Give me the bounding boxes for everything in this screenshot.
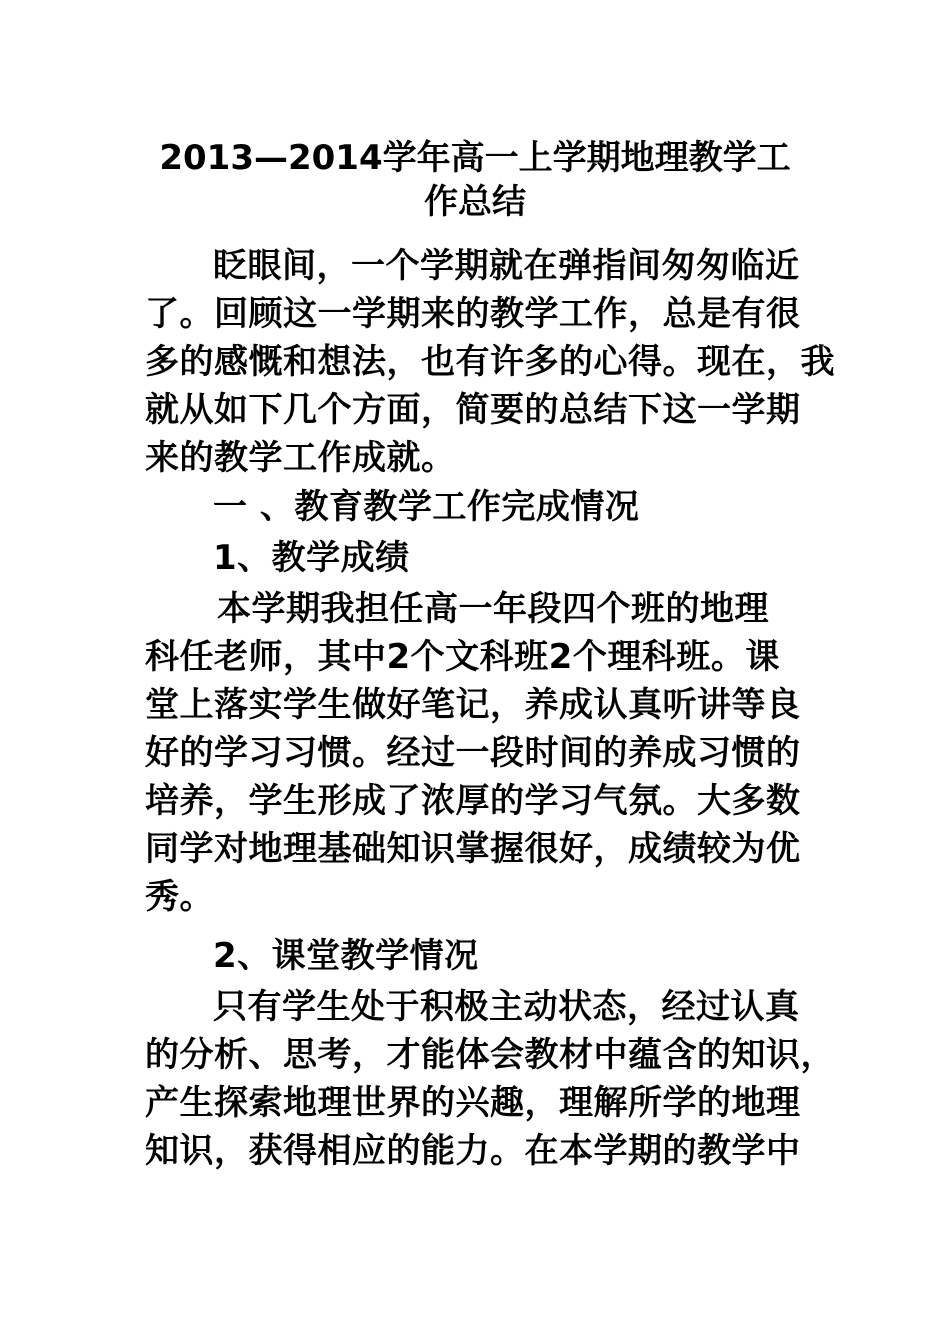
subsection-heading: 1、教学成绩 (213, 538, 410, 578)
paragraph-line: 的分析、思考，才能体会教材中蕴含的知识， (145, 1035, 835, 1075)
paragraph-line: 本学期我担任高一年段四个班的地理 (217, 589, 769, 629)
paragraph-line: 培养，学生形成了浓厚的学习气氛。大多数 (145, 781, 801, 821)
paragraph-line: 堂上落实学生做好笔记，养成认真听讲等良 (145, 685, 801, 725)
paragraph-line: 同学对地理基础知识掌握很好，成绩较为优 (145, 829, 801, 869)
subsection-heading: 2、课堂教学情况 (213, 936, 479, 976)
paragraph-line: 了。回顾这一学期来的教学工作，总是有很 (145, 294, 801, 334)
paragraph-line: 产生探索地理世界的兴趣，理解所学的地理 (145, 1083, 801, 1123)
paragraph-line: 科任老师，其中2个文科班2个理科班。课 (145, 637, 780, 677)
paragraph-line: 来的教学工作成就。 (145, 438, 456, 478)
paragraph-line: 好的学习习惯。经过一段时间的养成习惯的 (145, 733, 801, 773)
paragraph-line: 秀。 (145, 877, 214, 917)
paragraph-line: 眨眼间，一个学期就在弹指间匆匆临近 (213, 246, 800, 286)
section-heading: 一 、教育教学工作完成情况 (213, 487, 640, 527)
paragraph-line: 只有学生处于积极主动状态，经过认真 (213, 987, 800, 1027)
paragraph-line: 知识，获得相应的能力。在本学期的教学中 (145, 1131, 801, 1171)
document-title-line-1: 2013—2014学年高一上学期地理教学工 (159, 138, 791, 178)
document-title-line-2: 作总结 (424, 182, 526, 222)
paragraph-line: 多的感慨和想法，也有许多的心得。现在，我 (145, 342, 835, 382)
paragraph-line: 就从如下几个方面，简要的总结下这一学期 (145, 390, 801, 430)
